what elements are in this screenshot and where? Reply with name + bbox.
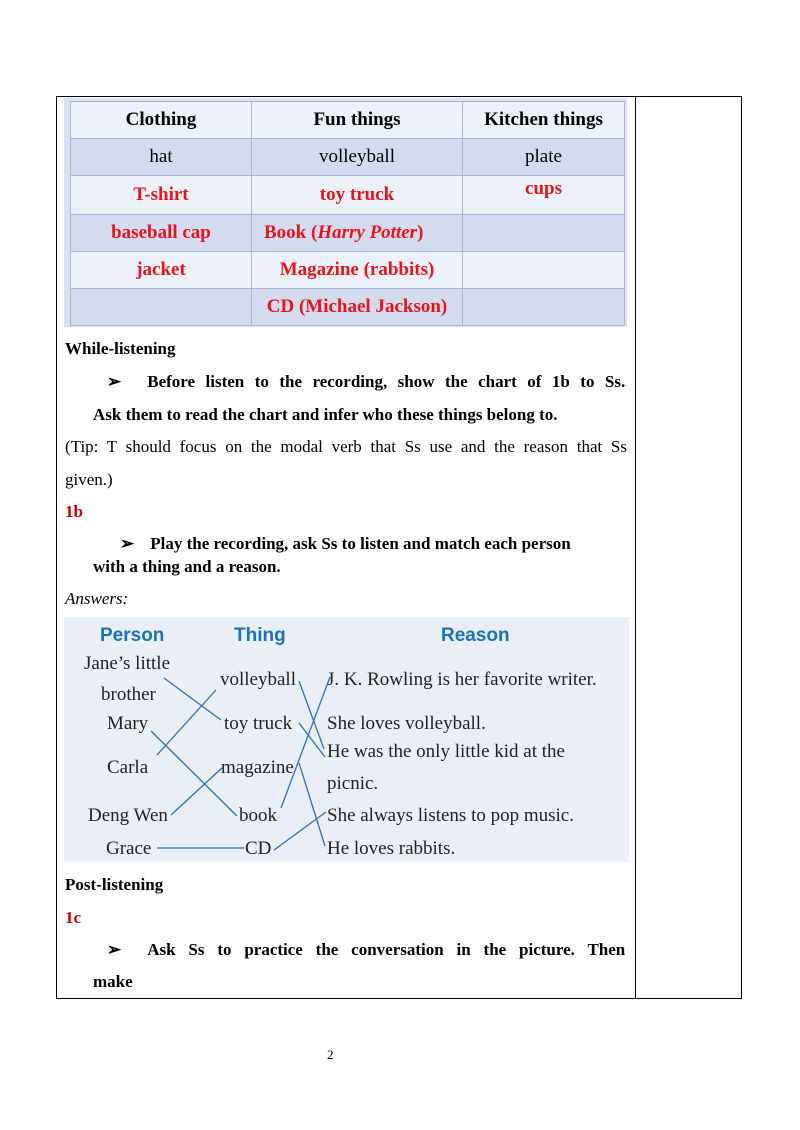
- book-label-post: ): [417, 222, 424, 243]
- match-line-mary-book: [151, 731, 237, 816]
- tip-line-1: (Tip: T should focus on the modal verb that Ss use and the reason that Ss: [65, 437, 627, 456]
- vocab-cell: baseball cap: [71, 215, 252, 252]
- section-1c-bullet: [107, 938, 627, 962]
- vocab-cell: volleyball: [252, 139, 463, 176]
- section-1b-bullet-text: Play the recording, ask Ss to listen and match each person: [150, 534, 571, 553]
- while-listening-heading: While-listening: [65, 339, 176, 358]
- reason-volleyball: She loves volleyball.: [327, 713, 486, 734]
- reason-little-kid-line2: picnic.: [327, 773, 379, 794]
- match-line-dengwen-magazine: [171, 767, 223, 815]
- vocab-cell: toy truck: [252, 176, 463, 215]
- while-bullet-text: Before listen to the recording, show the chart of 1b to Ss.: [147, 372, 626, 391]
- match-line-cd-reason: [274, 812, 326, 850]
- person-jane-line1: Jane’s little: [84, 653, 171, 674]
- page-number: 2: [327, 1047, 334, 1062]
- vocab-cell: jacket: [71, 252, 252, 289]
- person-deng-wen: Deng Wen: [88, 805, 168, 826]
- reason-rowling: J. K. Rowling is her favorite writer.: [327, 669, 597, 690]
- tip-line-2: given.): [65, 470, 113, 489]
- thing-book: book: [239, 805, 277, 826]
- vocab-cell: CD (Michael Jackson): [252, 289, 463, 326]
- match-line-magazine-reason: [299, 763, 325, 846]
- reason-pop-music: She always listens to pop music.: [327, 805, 574, 826]
- book-label-pre: Book (: [264, 222, 318, 243]
- arrow-bullet-icon: ➢: [120, 534, 135, 553]
- match-line-carla-volleyball: [157, 690, 216, 755]
- header-thing: Thing: [234, 625, 286, 646]
- header-person: Person: [100, 625, 165, 646]
- person-mary: Mary: [107, 713, 149, 734]
- section-1b-bullet-continued: with a thing and a reason.: [93, 557, 281, 576]
- section-1c-bullet-text: Ask Ss to practice the conversation in the picture. Then: [147, 940, 626, 959]
- header-reason: Reason: [441, 625, 510, 646]
- section-1c-label: 1c: [65, 908, 82, 927]
- answers-label: Answers:: [65, 589, 129, 608]
- vocab-cell: hat: [71, 139, 252, 176]
- match-line-jane-truck: [164, 678, 221, 720]
- thing-volleyball: volleyball: [220, 669, 296, 690]
- section-1c-bullet-continued: make: [93, 972, 133, 991]
- arrow-bullet-icon: ➢: [107, 940, 122, 959]
- person-carla: Carla: [107, 757, 149, 778]
- thing-magazine: magazine: [221, 757, 294, 778]
- header-fun-things: Fun things: [252, 102, 463, 139]
- match-line-book-reason: [281, 677, 330, 808]
- post-listening-heading: Post-listening: [65, 875, 164, 894]
- header-clothing: Clothing: [71, 102, 252, 139]
- header-kitchen-things: Kitchen things: [463, 102, 625, 139]
- vocab-cell: T-shirt: [71, 176, 252, 215]
- vocab-cell: cups: [463, 176, 625, 215]
- vocab-cell: Magazine (rabbits): [252, 252, 463, 289]
- arrow-bullet-icon: ➢: [107, 372, 122, 391]
- thing-toy-truck: toy truck: [224, 713, 293, 734]
- section-1b-label: 1b: [65, 502, 83, 521]
- person-jane-line2: brother: [101, 684, 156, 705]
- vocab-cell: plate: [463, 139, 625, 176]
- reason-rabbits: He loves rabbits.: [327, 838, 456, 859]
- while-bullet-continued: Ask them to read the chart and infer who these things belong to.: [93, 405, 558, 424]
- book-title: Harry Potter: [317, 222, 418, 243]
- thing-cd: CD: [245, 838, 272, 859]
- reason-little-kid-line1: He was the only little kid at the: [327, 741, 565, 762]
- person-grace: Grace: [106, 838, 152, 859]
